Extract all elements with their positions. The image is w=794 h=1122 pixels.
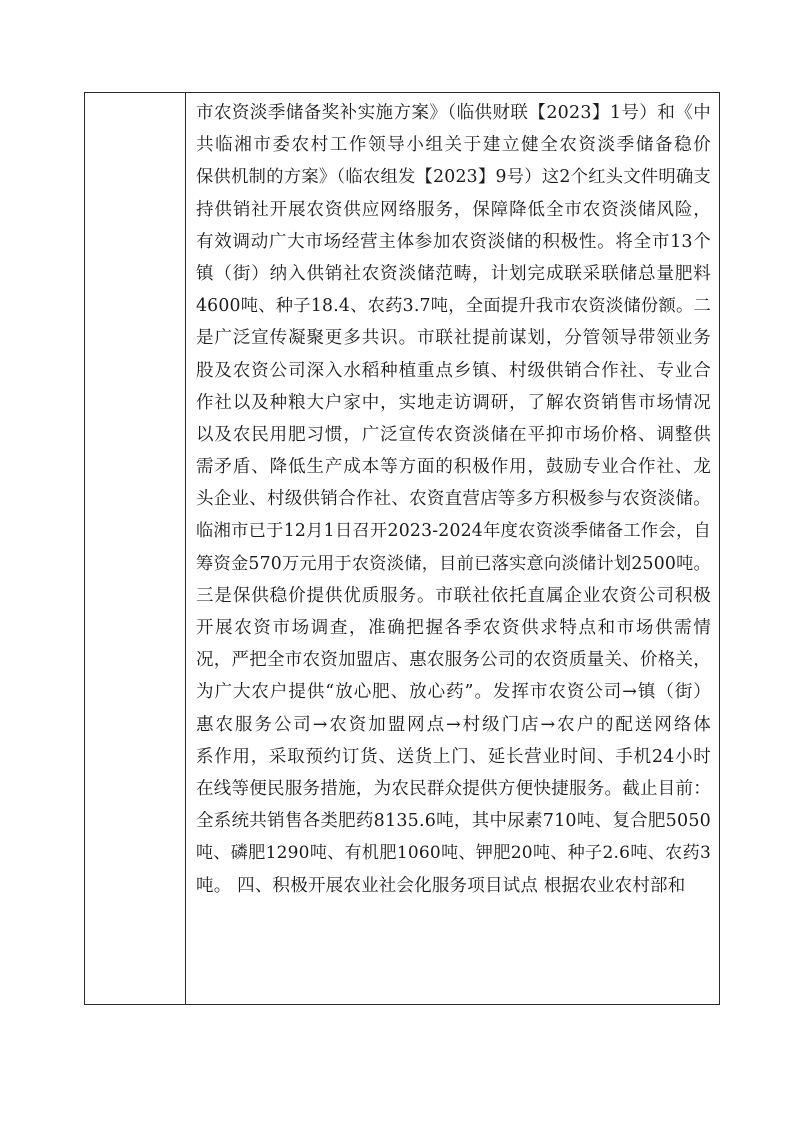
text-line-21: 系作用，采取预约订货、送货上门、延长营业时间、手机24小时 [196,746,711,767]
text-line-5: 有效调动广大市场经营主体参加农资淡储的积极性。将全市13个 [196,231,711,252]
text-line-4: 持供销社开展农资供应网络服务，保障降低全市农资淡储风险， [196,199,711,220]
label-column [85,93,186,1004]
content-column [186,93,719,1004]
text-line-14: 临湘市已于12月1日召开2023-2024年度农资淡季储备工作会，自 [196,521,711,542]
text-line-11: 以及农民用肥习惯，广泛宣传农资淡储在平抑市场价格、调整供 [196,424,711,445]
text-line-10: 作社以及种粮大户家中，实地走访调研，了解农资销售市场情况 [196,392,711,413]
text-line-9: 股及农资公司深入水稻种植重点乡镇、村级供销合作社、专业合 [196,360,711,381]
text-line-13: 头企业、村级供销合作社、农资直营店等多方积极参与农资淡储。 [196,489,711,510]
text-line-23: 全系统共销售各类肥药8135.6吨，其中尿素710吨、复合肥5050 [196,811,711,832]
text-line-16: 三是保供稳价提供优质服务。市联社依托直属企业农资公司积极 [196,585,711,606]
text-line-12: 需矛盾、降低生产成本等方面的积极作用，鼓励专业合作社、龙 [196,457,711,478]
text-line-19: 为广大农户提供“放心肥、放心药”。发挥市农资公司→镇（街） [196,682,711,703]
text-line-3: 保供机制的方案》（临农组发【2023】9号）这2个红头文件明确支 [196,167,711,188]
text-line-2: 共临湘市委农村工作领导小组关于建立健全农资淡季储备稳价 [196,135,711,156]
text-line-8: 是广泛宣传凝聚更多共识。市联社提前谋划，分管领导带领业务 [196,328,711,349]
text-line-15: 筹资金570万元用于农资淡储，目前已落实意向淡储计划2500吨。 [196,553,711,574]
text-line-17: 开展农资市场调查，准确把握各季农资供求特点和市场供需情 [196,618,711,638]
text-line-7: 4600吨、种子18.4、农药3.7吨，全面提升我市农资淡储份额。二 [196,296,711,317]
text-line-6: 镇（街）纳入供销社农资淡储范畴，计划完成联采联储总量肥料 [196,263,711,284]
text-line-18: 况，严把全市农资加盟店、惠农服务公司的农资质量关、价格关， [196,650,711,671]
document-table [84,92,720,1005]
text-line-1: 市农资淡季储备奖补实施方案》（临供财联【2023】1号）和《中 [196,103,711,123]
text-line-24: 吨、磷肥1290吨、有机肥1060吨、钾肥20吨、种子2.6吨、农药3 [196,843,711,864]
text-line-20: 惠农服务公司→农资加盟网点→村级门店→农户的配送网络体 [196,714,711,735]
text-line-22: 在线等便民服务措施，为农民群众提供方便快捷服务。截止目前： [196,778,711,799]
text-line-25: 吨。 四、积极开展农业社会化服务项目试点 根据农业农村部和 [196,875,686,896]
